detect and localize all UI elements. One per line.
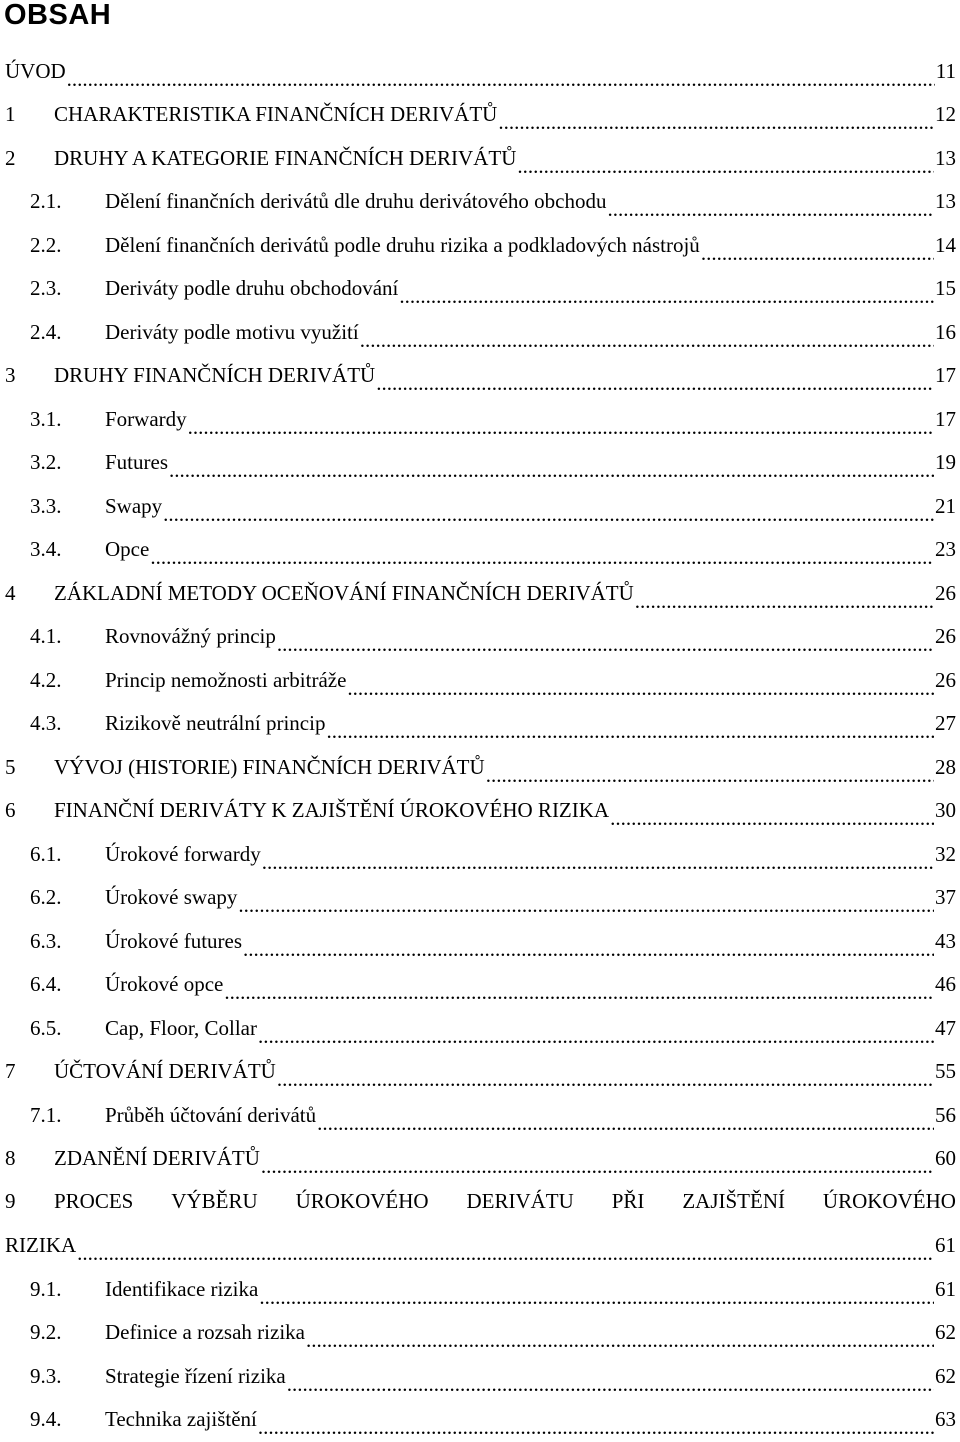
toc-entry-title: Forwardy [105,406,187,431]
toc-entry-page-number: 37 [935,885,956,910]
toc-entry-number: 3.3. [30,493,62,518]
toc-entry-number: 7.1. [30,1102,62,1127]
dot-leader [277,1065,934,1093]
toc-entry-number: 3.1. [30,406,62,431]
dot-leader [306,1326,934,1354]
toc-chapter-entry[interactable] [0,1050,960,1094]
toc-entry-number: 6.1. [30,841,62,866]
dot-leader [498,108,934,136]
toc-entry-title: Swapy [105,493,163,518]
dot-leader [258,1022,934,1050]
toc-entry-page-number: 13 [935,145,956,170]
dot-leader [77,1239,934,1267]
toc-title-word: ÚROKOVÉHO [295,1189,429,1214]
toc-entry-title: Úrokové opce [105,972,224,997]
toc-entry-title: Rizikově neutrální princip [105,711,326,736]
table-of-contents [0,49,960,1441]
toc-entry-number: 3.2. [30,450,62,475]
toc-title-word: PROCES [54,1189,134,1214]
dot-leader [399,282,934,310]
dot-leader [262,848,934,876]
toc-entry-title: ZÁKLADNÍ METODY OCEŇOVÁNÍ FINANČNÍCH DERIVÁTŮ [54,580,634,605]
toc-entry-number: 9 [5,1189,16,1214]
toc-entry-page-number: 30 [935,798,956,823]
toc-entry-number: 2 [5,145,16,170]
toc-entry-page-number: 26 [935,624,956,649]
dot-leader [517,152,934,180]
dot-leader [287,1370,934,1398]
toc-entry-page-number: 28 [935,754,956,779]
dot-leader [347,674,934,702]
dot-leader [258,1413,934,1441]
toc-entry-page-number: 21 [935,493,956,518]
toc-subsection-entry[interactable] [0,441,960,485]
toc-entry-page-number: 12 [935,102,956,127]
toc-entry-number: 4.3. [30,711,62,736]
toc-entry-page-number: 56 [935,1102,956,1127]
toc-entry-number: 5 [5,754,16,779]
toc-entry-title [54,1189,956,1214]
toc-entry-page-number: 55 [935,1059,956,1084]
toc-entry-number: 2.1. [30,189,62,214]
toc-subsection-entry[interactable] [0,1093,960,1137]
toc-subsection-entry[interactable] [0,223,960,267]
toc-subsection-entry[interactable] [0,397,960,441]
toc-entry-number: 1 [5,102,16,127]
toc-chapter-entry[interactable] [0,1180,960,1224]
toc-title-word: ZAJIŠTĚNÍ [682,1189,785,1214]
toc-entry-page-number: 60 [935,1146,956,1171]
dot-leader [169,456,934,484]
toc-entry-page-number: 32 [935,841,956,866]
toc-entry-title: DRUHY A KATEGORIE FINANČNÍCH DERIVÁTŮ [54,145,517,170]
toc-entry-page-number: 19 [935,450,956,475]
toc-entry-title: Dělení finančních derivátů podle druhu rizika a podkladových nástrojů [105,232,700,257]
toc-chapter-entry[interactable] [0,93,960,137]
dot-leader [261,1152,934,1180]
toc-entry-page-number: 47 [935,1015,956,1040]
dot-leader [326,717,934,745]
toc-entry-page-number: 27 [935,711,956,736]
toc-entry-title: Technika zajištění [105,1407,257,1432]
toc-title-word: VÝBĚRU [171,1189,258,1214]
toc-subsection-entry[interactable] [0,615,960,659]
toc-entry-page-number: 62 [935,1320,956,1345]
toc-entry-title: DRUHY FINANČNÍCH DERIVÁTŮ [54,363,376,388]
toc-entry-title: Identifikace rizika [105,1276,259,1301]
toc-entry-title: Úrokové swapy [105,885,238,910]
toc-entry-number: 9.4. [30,1407,62,1432]
toc-entry-page-number: 13 [935,189,956,214]
dot-leader [376,369,934,397]
toc-subsection-entry[interactable] [0,963,960,1007]
dot-leader [243,935,934,963]
toc-entry-page-number: 26 [935,580,956,605]
toc-entry-number: 6.2. [30,885,62,910]
toc-entry-title: CHARAKTERISTIKA FINANČNÍCH DERIVÁTŮ [54,102,498,127]
toc-subsection-entry[interactable] [0,919,960,963]
toc-entry-title-continuation: RIZIKA [5,1233,77,1258]
toc-entry-title: Definice a rozsah rizika [105,1320,305,1345]
dot-leader [635,587,934,615]
toc-subsection-entry[interactable] [0,1398,960,1442]
toc-subsection-entry[interactable] [0,876,960,920]
dot-leader [277,630,934,658]
toc-entry-title: Úrokové futures [105,928,243,953]
toc-entry-title: Deriváty podle motivu využití [105,319,359,344]
dot-leader [360,326,934,354]
toc-chapter-entry[interactable] [0,136,960,180]
toc-entry-number: 4 [5,580,16,605]
toc-entry-number: 8 [5,1146,16,1171]
toc-entry-page-number: 17 [935,406,956,431]
dot-leader [610,804,934,832]
toc-subsection-entry[interactable] [0,658,960,702]
toc-entry-page-number: 46 [935,972,956,997]
toc-entry-title: Opce [105,537,150,562]
toc-entry-page-number: 63 [935,1407,956,1432]
toc-entry-page-number: 26 [935,667,956,692]
toc-entry-title: Cap, Floor, Collar [105,1015,257,1040]
toc-subsection-entry[interactable] [0,310,960,354]
toc-chapter-entry[interactable] [0,789,960,833]
toc-subsection-entry[interactable] [0,267,960,311]
toc-chapter-entry[interactable] [0,571,960,615]
toc-entry-number: 4.2. [30,667,62,692]
dot-leader [150,543,934,571]
toc-entry-page-number: 43 [935,928,956,953]
dot-leader [67,65,935,93]
toc-subsection-entry[interactable] [0,702,960,746]
toc-chapter-entry-continuation[interactable] [0,1224,960,1268]
dot-leader [224,978,934,1006]
dot-leader [188,413,934,441]
toc-entry-page-number: 62 [935,1363,956,1388]
toc-entry-number: 2.4. [30,319,62,344]
toc-entry-number: 4.1. [30,624,62,649]
toc-entry-title: Rovnovážný princip [105,624,276,649]
toc-entry-number: 7 [5,1059,16,1084]
toc-entry-title: ÚVOD [5,58,66,83]
toc-entry-title: Dělení finančních derivátů dle druhu derivátového obchodu [105,189,607,214]
toc-entry-number: 6 [5,798,16,823]
toc-entry-title: VÝVOJ (HISTORIE) FINANČNÍCH DERIVÁTŮ [54,754,485,779]
toc-entry-number: 9.3. [30,1363,62,1388]
toc-subsection-entry[interactable] [0,528,960,572]
toc-entry-number: 6.4. [30,972,62,997]
toc-entry-page-number: 11 [935,58,956,83]
dot-leader [608,195,935,223]
dot-leader [317,1109,934,1137]
toc-entry-number: 6.5. [30,1015,62,1040]
toc-entry-number: 2.2. [30,232,62,257]
toc-chapter-entry[interactable] [0,354,960,398]
toc-entry-title: Průběh účtování derivátů [105,1102,317,1127]
toc-subsection-entry[interactable] [0,1311,960,1355]
toc-entry-page-number: 14 [935,232,956,257]
toc-entry-number: 2.3. [30,276,62,301]
toc-subsection-entry[interactable] [0,1354,960,1398]
toc-entry-title: ZDANĚNÍ DERIVÁTŮ [54,1146,260,1171]
toc-entry-number: 6.3. [30,928,62,953]
dot-leader [238,891,934,919]
page-title: OBSAH [4,0,112,31]
toc-title-word: PŘI [611,1189,645,1214]
toc-entry-number: 9.2. [30,1320,62,1345]
toc-subsection-entry[interactable] [0,1267,960,1311]
toc-entry-title: ÚČTOVÁNÍ DERIVÁTŮ [54,1059,276,1084]
toc-chapter-entry[interactable] [0,1137,960,1181]
toc-subsection-entry[interactable] [0,1006,960,1050]
toc-subsection-entry[interactable] [0,484,960,528]
dot-leader [486,761,934,789]
toc-entry-page-number: 16 [935,319,956,344]
toc-entry-number: 9.1. [30,1276,62,1301]
toc-title-word: DERIVÁTU [466,1189,574,1214]
toc-entry-page-number: 61 [935,1233,956,1258]
toc-entry-number: 3.4. [30,537,62,562]
toc-entry-title: FINANČNÍ DERIVÁTY K ZAJIŠTĚNÍ ÚROKOVÉHO RIZIKA [54,798,610,823]
toc-chapter-entry[interactable] [0,745,960,789]
toc-title-word: ÚROKOVÉHO [822,1189,956,1214]
toc-subsection-entry[interactable] [0,832,960,876]
toc-entry-page-number: 61 [935,1276,956,1301]
dot-leader [701,239,934,267]
toc-entry-page-number: 17 [935,363,956,388]
toc-entry-title: Futures [105,450,168,475]
toc-entry-page-number: 23 [935,537,956,562]
toc-entry-title: Strategie řízení rizika [105,1363,286,1388]
toc-subsection-entry[interactable] [0,180,960,224]
dot-leader [163,500,934,528]
toc-entry-title: Úrokové forwardy [105,841,261,866]
toc-entry-page-number: 15 [935,276,956,301]
dot-leader [259,1283,934,1311]
toc-entry-title: Deriváty podle druhu obchodování [105,276,399,301]
toc-chapter-entry[interactable] [0,49,960,93]
toc-entry-title: Princip nemožnosti arbitráže [105,667,347,692]
toc-entry-number: 3 [5,363,16,388]
